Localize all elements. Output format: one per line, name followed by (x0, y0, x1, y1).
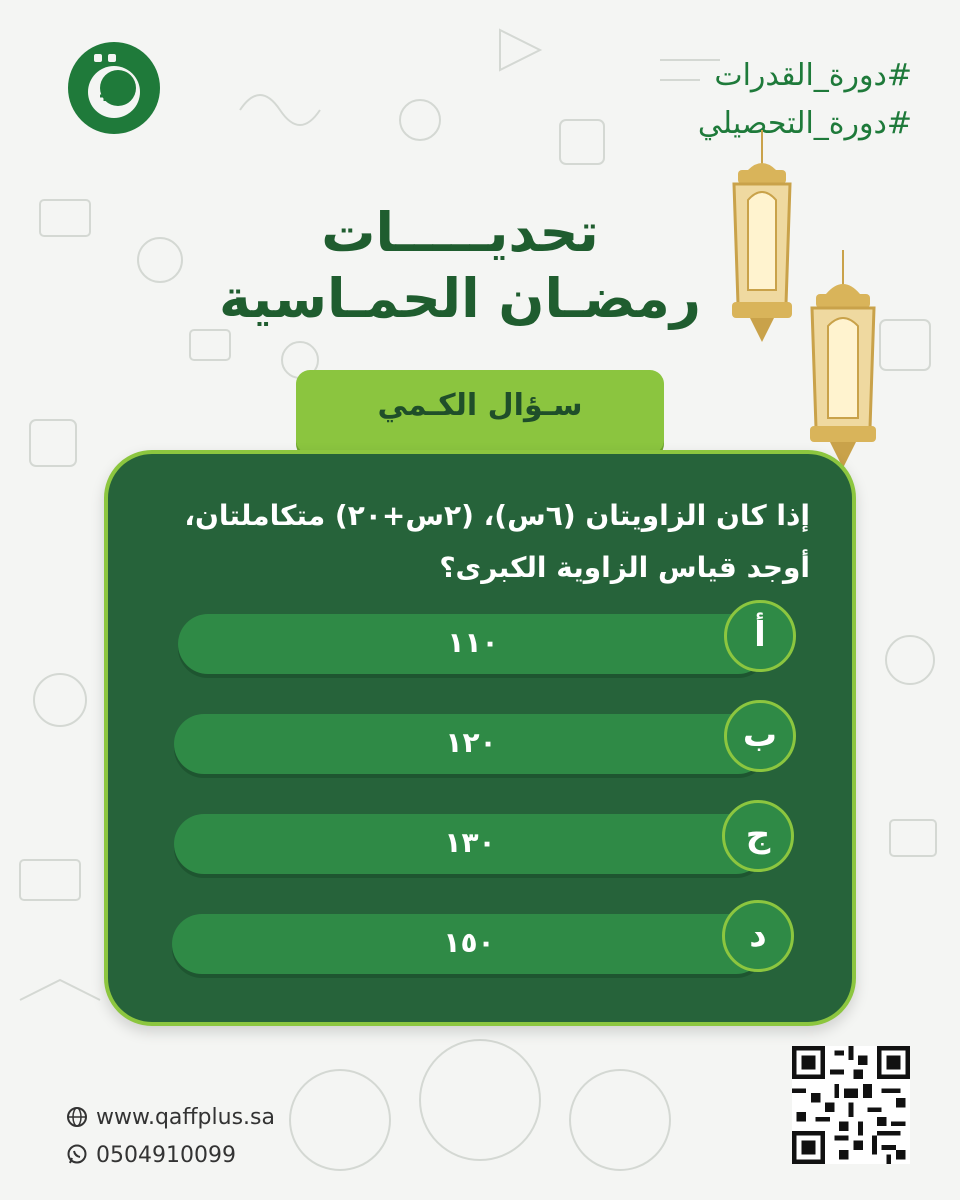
answer-letter: د (722, 900, 794, 972)
answer-value: ١٣٠ (444, 826, 496, 859)
page-title (200, 200, 720, 332)
section-label-badge (296, 370, 664, 454)
phone-row[interactable] (66, 1136, 275, 1174)
globe-icon (66, 1106, 88, 1128)
answer-option-c[interactable] (174, 814, 794, 874)
question-text (130, 490, 810, 594)
website-link[interactable]: www.qaffplus.sa (96, 1104, 275, 1130)
answer-value: ١٥٠ (443, 926, 495, 959)
answer-letter: أ (724, 600, 796, 672)
website-row[interactable] (66, 1098, 275, 1136)
qr-code[interactable] (792, 1046, 910, 1164)
answer-value: ١٢٠ (445, 726, 497, 759)
whatsapp-icon (66, 1144, 88, 1166)
answer-letter: ج (722, 800, 794, 872)
answer-letter: ب (724, 700, 796, 772)
hashtag-qudurat: #دورة_القدرات (714, 58, 912, 93)
answer-option-b[interactable] (174, 714, 796, 774)
answer-option-d[interactable] (172, 914, 794, 974)
question-line-1: إذا كان الزاويتان (٦س)، (٢س+٢٠) متكاملتان، (184, 499, 810, 532)
question-line-2: أوجد قياس الزاوية الكبرى؟ (439, 551, 810, 584)
phone-number[interactable]: 0504910099 (96, 1142, 236, 1168)
hashtag-tahsili: #دورة_التحصيلي (697, 106, 912, 141)
answer-option-a[interactable] (178, 614, 796, 674)
answer-value: ١١٠ (447, 626, 499, 659)
brand-logo (66, 40, 162, 136)
title-line-1: تحديـــــات (321, 201, 599, 264)
contact-info (66, 1098, 275, 1174)
section-label: سـؤال الكـمي (377, 388, 583, 423)
lantern-icon (724, 130, 800, 350)
title-line-2: رمضـان الحمـاسية (219, 267, 701, 330)
lantern-icon (804, 250, 882, 480)
